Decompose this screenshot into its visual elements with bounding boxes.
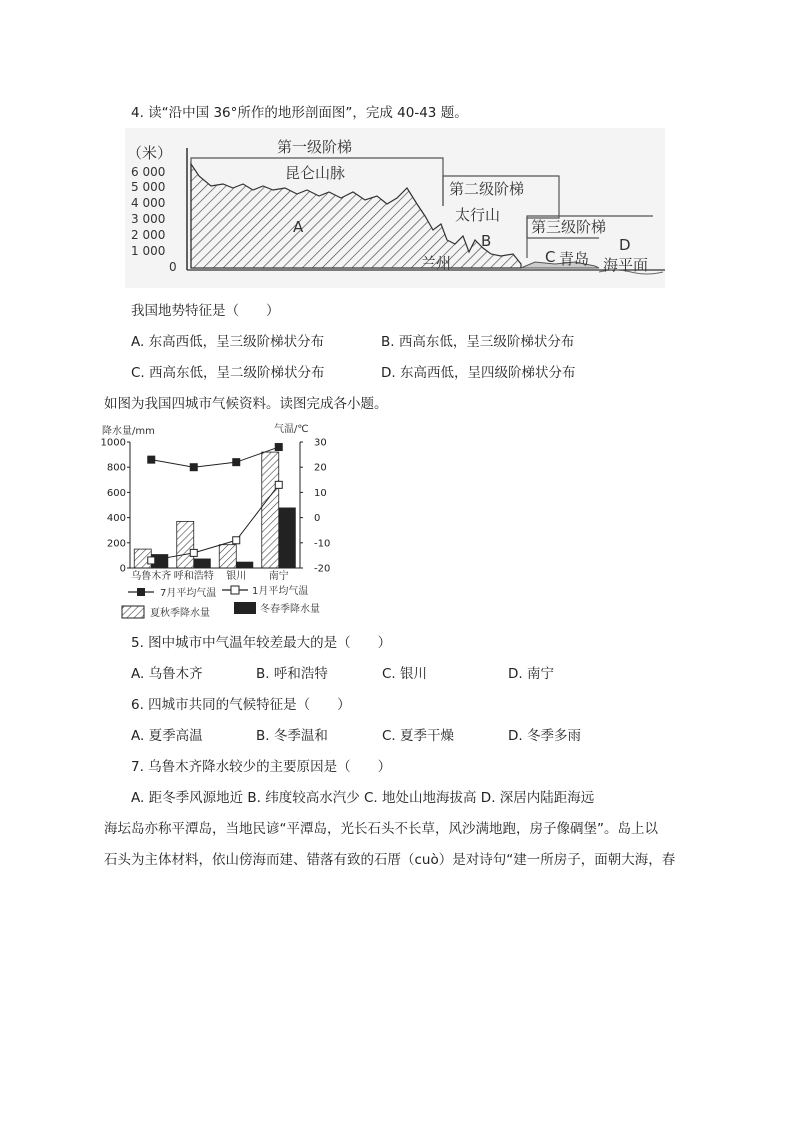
y2-tick-label: 0 [314, 513, 321, 525]
q4-option-d: D. 东高西低，呈四级阶梯状分布 [381, 365, 576, 381]
taihang-label: 太行山 [455, 206, 501, 224]
bar-winter-spring [194, 559, 211, 568]
q4-stem: 4. 读“沿中国 36°所作的地形剖面图”，完成 40-43 题。 [131, 105, 468, 121]
q6-option-d: D. 冬季多雨 [508, 728, 581, 744]
passage-line-1: 海坛岛亦称平潭岛，当地民谚“平潭岛，光长石头不长草，风沙满地跑，房子像碉堡”。岛上以 [104, 821, 658, 837]
kunlun-label: 昆仑山脉 [285, 164, 346, 182]
category-label: 南宁 [268, 571, 289, 582]
y2-tick-label: 30 [314, 437, 327, 449]
bar-summer-autumn [262, 452, 279, 568]
y-tick-label: 0 [119, 563, 126, 575]
q6-option-b: B. 冬季温和 [256, 728, 328, 744]
q5-option-c: C. 银川 [382, 666, 428, 682]
step2-label: 第二级阶梯 [449, 180, 525, 198]
y-tick-2000: 2 000 [131, 228, 166, 242]
category-label: 银川 [226, 571, 247, 582]
july-temp-point [233, 459, 240, 466]
legend [122, 584, 320, 619]
sea-label: 海平面 [603, 256, 649, 274]
y-tick-label: 400 [106, 513, 126, 525]
climate-chart [98, 420, 358, 620]
y-tick-3000: 3 000 [131, 212, 166, 226]
jan-temp-line [151, 485, 279, 561]
q7-stem: 7. 乌鲁木齐降水较少的主要原因是（ ） [131, 759, 392, 775]
step1-label: 第一级阶梯 [277, 138, 353, 156]
climate-intro: 如图为我国四城市气候资料。读图完成各小题。 [104, 396, 388, 412]
bar-winter-spring [279, 508, 296, 568]
q4-option-a: A. 东高西低，呈三级阶梯状分布 [131, 334, 325, 350]
july-temp-point [148, 456, 155, 463]
y-tick-label: 600 [106, 487, 126, 499]
y-tick-4000: 4 000 [131, 196, 166, 210]
jan-temp-point [233, 537, 240, 544]
profile-unit: （米） [127, 144, 173, 162]
passage-line-2: 石头为主体材料，依山傍海而建、错落有致的石厝（cuò）是对诗句“建一所房子，面朝大海，春 [104, 852, 676, 868]
q5-option-a: A. 乌鲁木齐 [131, 666, 203, 682]
legend-jan: 1月平均气温 [252, 586, 309, 597]
y2-axis-label: 气温/℃ [274, 424, 309, 435]
jan-temp-point [275, 481, 282, 488]
q4-question: 我国地势特征是（ ） [131, 303, 280, 319]
category-label: 乌鲁木齐 [131, 571, 172, 582]
label-c: C [545, 248, 556, 266]
label-d: D [619, 236, 631, 254]
bar-winter-spring [236, 562, 253, 568]
q6-stem: 6. 四城市共同的气候特征是（ ） [131, 697, 351, 713]
legend-summer-autumn: 夏秋季降水量 [150, 608, 210, 619]
y2-tick-label: -10 [314, 538, 331, 550]
y-tick-1000: 1 000 [131, 244, 166, 258]
legend-winter-spring: 冬春季降水量 [260, 604, 320, 615]
y-tick-5000: 5 000 [131, 180, 166, 194]
bar-summer-autumn [219, 545, 236, 568]
y2-tick-label: -20 [314, 563, 331, 575]
bar-summer-autumn [177, 521, 194, 568]
category-label: 呼和浩特 [173, 571, 214, 582]
y-tick-label: 200 [106, 538, 126, 550]
lanzhou-label: 兰州 [421, 254, 452, 272]
y-tick-0: 0 [169, 260, 177, 274]
q5-option-b: B. 呼和浩特 [256, 666, 328, 682]
q7-options: A. 距冬季风源地近 B. 纬度较高水汽少 C. 地处山地海拔高 D. 深居内陆距海远 [131, 790, 595, 806]
y2-tick-label: 20 [314, 462, 327, 474]
y2-tick-label: 10 [314, 487, 327, 499]
q4-option-b: B. 西高东低，呈三级阶梯状分布 [381, 334, 575, 350]
jan-temp-point [190, 549, 197, 556]
y-tick-6000: 6 000 [131, 165, 166, 179]
q5-option-d: D. 南宁 [508, 666, 554, 682]
terrain-profile-figure [125, 128, 665, 288]
q5-stem: 5. 图中城市中气温年较差最大的是（ ） [131, 635, 392, 651]
y-axis-label: 降水量/mm [102, 426, 155, 437]
q6-option-a: A. 夏季高温 [131, 728, 203, 744]
qingdao-label: 青岛 [559, 250, 590, 268]
q6-option-c: C. 夏季干燥 [382, 728, 455, 744]
y-tick-label: 800 [106, 462, 126, 474]
label-b: B [481, 232, 492, 250]
label-a: A [293, 218, 304, 236]
step3-label: 第三级阶梯 [531, 218, 607, 236]
july-temp-line [151, 447, 279, 467]
july-temp-point [190, 464, 197, 471]
jan-temp-point [148, 557, 155, 564]
q4-option-c: C. 西高东低，呈二级阶梯状分布 [131, 365, 325, 381]
legend-july: 7月平均气温 [160, 588, 217, 599]
y-tick-label: 1000 [100, 437, 126, 449]
july-temp-point [275, 444, 282, 451]
